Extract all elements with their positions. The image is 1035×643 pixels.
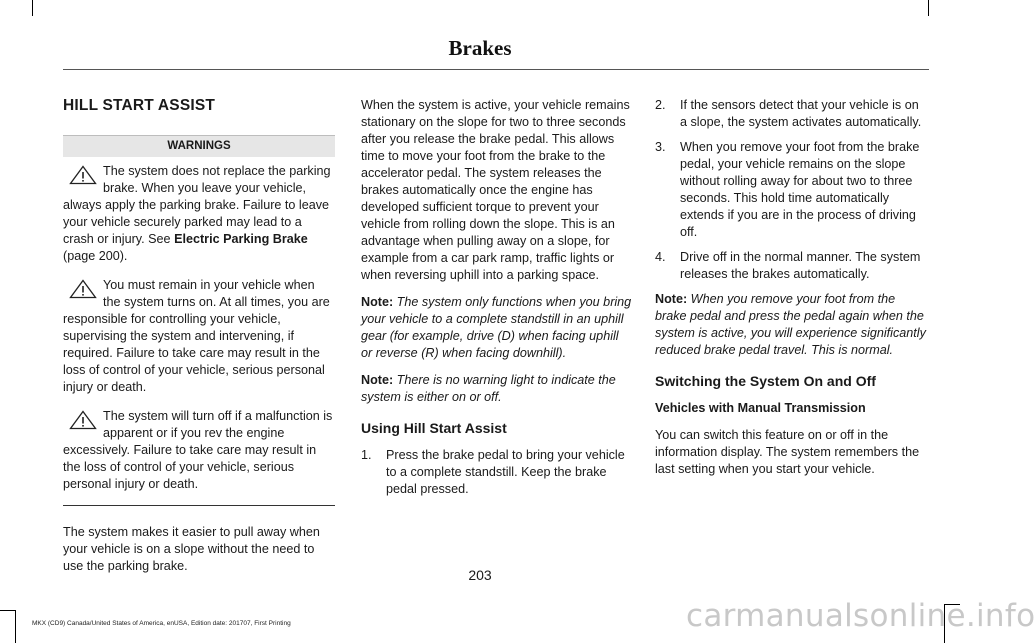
warning-2-text: You must remain in your vehicle when the system turns on. At all times, you are responsible for controlling your vehicle, supervising the system and intervening, if required. Failure to take care may result in the loss of control of your vehicle, serious personal injury or death. (63, 278, 330, 394)
note-1-text: The system only functions when you bring your vehicle to a complete standstill in an uphill gear (for example, drive (D) when facing uphill or reverse (R) when facing downhill). (361, 295, 632, 360)
switching-system-title: Switching the System On and Off (655, 373, 876, 389)
list-item (655, 249, 927, 283)
warning-triangle-icon (69, 279, 97, 299)
footer-edition-info: MKX (CD9) Canada/United States of America, enUSA, Edition date: 201707, First Printing (32, 620, 291, 627)
crop-mark (32, 0, 33, 16)
column-2 (361, 97, 633, 506)
column-3 (655, 97, 927, 488)
column-1 (63, 97, 335, 585)
note-label: Note: (361, 373, 394, 387)
warning-1-page-ref: (page 200). (63, 249, 128, 263)
header-rule (63, 69, 929, 70)
note-label: Note: (655, 292, 688, 306)
note-label: Note: (361, 295, 394, 309)
warnings-heading: WARNINGS (63, 135, 335, 157)
step-text: Press the brake pedal to bring your vehicle to a complete standstill. Keep the brake pedal pressed. (386, 448, 625, 496)
steps-list-start (361, 447, 633, 498)
list-item (361, 447, 633, 498)
list-item (655, 139, 927, 241)
warning-1-text: The system does not replace the parking brake. When you leave your vehicle, always apply the parking brake. Failure to leave your vehicle securely parked may lead to a crash or injury. See (63, 164, 331, 246)
note-3 (655, 291, 927, 359)
page-header-title: Brakes (448, 36, 512, 60)
step-number: 4. (655, 250, 666, 264)
crop-mark (0, 610, 16, 611)
step-text: Drive off in the normal manner. The system releases the brakes automatically. (680, 250, 921, 281)
warnings-end-rule (63, 505, 335, 506)
step-text: When you remove your foot from the brake pedal, your vehicle remains on the slope without rolling away for about two to three seconds. This hold time automatically extends if you are in the process of driving off. (680, 140, 920, 239)
electric-parking-brake-link[interactable]: Electric Parking Brake (174, 232, 308, 246)
section-title: HILL START ASSIST (63, 97, 216, 114)
warning-3-text: The system will turn off if a malfunction is apparent or if you rev the engine excessively. Failure to take care may result in the loss of control of your vehicle, serious personal injury or death. (63, 409, 333, 491)
note-3-text: When you remove your foot from the brake pedal and press the pedal again when the system is active, you will experience significantly reduced brake pedal travel. This is normal. (655, 292, 926, 357)
manual-transmission-text: You can switch this feature on or off in the information display. The system remembers the last setting when you start your vehicle. (655, 428, 920, 476)
note-2 (361, 372, 633, 406)
step-number: 1. (361, 448, 372, 462)
warning-triangle-icon (69, 410, 97, 430)
page-number: 203 (468, 567, 492, 583)
manual-transmission-title: Vehicles with Manual Transmission (655, 401, 866, 415)
steps-list-continued (655, 97, 927, 283)
step-number: 2. (655, 98, 666, 112)
warning-triangle-icon (69, 165, 97, 185)
step-number: 3. (655, 140, 666, 154)
warning-2 (63, 277, 335, 396)
step-text: If the sensors detect that your vehicle is on a slope, the system activates automatically. (680, 98, 922, 129)
note-2-text: There is no warning light to indicate the system is either on or off. (361, 373, 616, 404)
system-active-paragraph: When the system is active, your vehicle remains stationary on the slope for two to three seconds after you release the brake pedal. This allows time to move your foot from the brake to the accelerator pedal. The system releases the brakes automatically once the engine has developed sufficient torque to prevent your vehicle from rolling down the slope. This is an advantage when pulling away on a slope, for example from a car park ramp, traffic lights or when reversing uphill into a parking space. (361, 98, 630, 282)
crop-mark (928, 0, 929, 16)
crop-mark (15, 610, 16, 643)
intro-paragraph: The system makes it easier to pull away when your vehicle is on a slope without the need to use the parking brake. (63, 525, 320, 573)
watermark-logo: carmanualsonline.info (686, 598, 1035, 634)
warning-3 (63, 408, 335, 493)
using-hill-start-assist-title: Using Hill Start Assist (361, 420, 507, 436)
note-1 (361, 294, 633, 362)
warning-1 (63, 163, 335, 265)
list-item (655, 97, 927, 131)
